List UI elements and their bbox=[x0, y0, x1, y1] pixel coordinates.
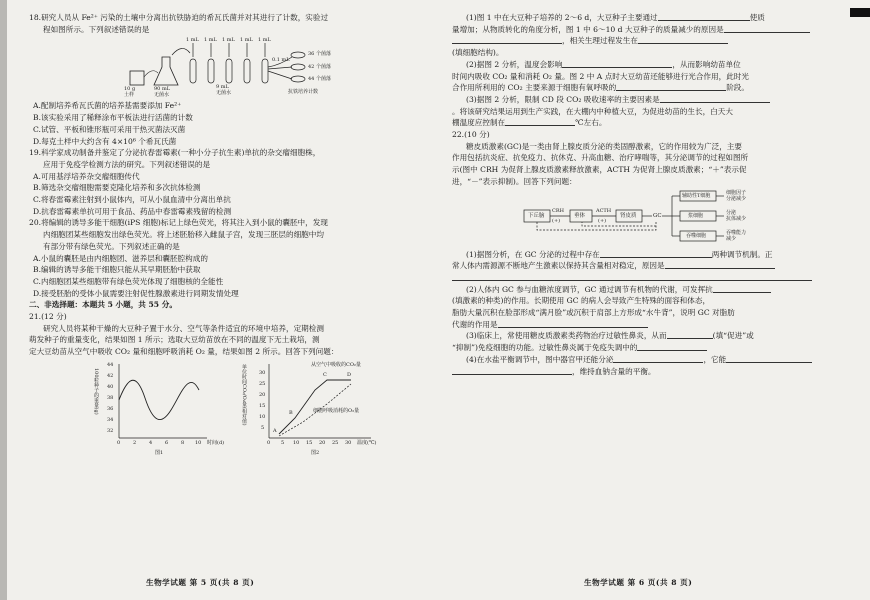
crh-label: CRH bbox=[552, 207, 564, 214]
q21-part1-line4: (填细胞结构)。 bbox=[452, 48, 504, 58]
fig1-xtick: 0 bbox=[117, 439, 121, 446]
q21-stem-3: 定大豆幼苗从空气中吸收 CO₂ 量和细胞呼吸消耗 O₂ 量，结果如图 2 所示。回答下列问题： bbox=[29, 347, 339, 357]
gc-node: GC bbox=[653, 212, 662, 219]
fig1-tick: 38 bbox=[107, 394, 114, 401]
fig1-tick: 34 bbox=[107, 416, 114, 423]
fig1-xtick: 6 bbox=[165, 439, 169, 446]
fig2-xtick: 30 bbox=[345, 439, 352, 446]
q22-header: 22.(10 分) bbox=[452, 130, 490, 140]
q22-stem-1: 糖皮质激素(GC)是一类由肾上腺皮质分泌的类固醇激素，它的作用较为广泛，主要 bbox=[466, 141, 742, 151]
q22-part2-line2: (填激素的种类)的作用。长期使用 GC 的病人会导致产生特殊的面容和体态， bbox=[452, 296, 711, 306]
q20-stem-1: 20.将编辑的诱导多能干细胞(iPS 细胞)标记上绿色荧光，将其注入到小鼠的囊胚中，发现 bbox=[29, 218, 328, 228]
tube-top-label: 1 mL bbox=[222, 37, 235, 44]
fig2-caption: 图2 bbox=[311, 449, 320, 456]
fig2-point-b: B bbox=[289, 409, 293, 416]
q19-option-d: D.抗春雷霉素单抗可用于食品、药品中春雷霉素残留的检测 bbox=[33, 206, 232, 216]
q20-option-b: B.编辑的诱导多能干细胞只能从其早期胚胎中获取 bbox=[33, 265, 201, 275]
corner-registration-mark bbox=[850, 8, 870, 17]
section-title: 二、非选择题：本题共 5 小题，共 55 分。 bbox=[29, 300, 177, 310]
q21-figures bbox=[89, 360, 389, 458]
effect-label: 吞噬能力 减少 bbox=[726, 229, 747, 242]
page-6-footer: 生物学试题 第 6 页(共 8 页) bbox=[584, 578, 693, 587]
q22-part1-line1: (1)据图分析，在 GC 分泌的过程中存在 两种调节机制。正 bbox=[466, 249, 773, 259]
acth-plus: (+) bbox=[598, 217, 607, 224]
q18-option-b: B.该实验采用了稀释涂布平板法进行活菌的计数 bbox=[33, 113, 193, 123]
soil-sample-label: 10 g 土样 bbox=[124, 86, 136, 99]
scan-gutter bbox=[0, 0, 7, 600]
q22-part2-line1: (2)人体内 GC 参与血糖浓度调节，GC 通过调节有机物的代谢，可发挥抗 bbox=[452, 284, 852, 296]
fig2-xtick: 25 bbox=[332, 439, 339, 446]
fig1-tick: 32 bbox=[107, 427, 114, 434]
fig1-ylabel: 100粒种子的重量(g) bbox=[93, 367, 99, 415]
q21-part2-line2: 时间内吸收 CO₂ 量和消耗 O₂ 量。图 2 中 A 点时大豆幼苗还能够进行光合作用，此时光 bbox=[452, 71, 749, 81]
q19-stem-2: 应用于免疫学检测方法的研究。下列叙述错误的是 bbox=[43, 159, 211, 169]
q18-stem-1: 18.研究人员从 Fe²⁺ 污染的土壤中分离出抗铁胁迫的希瓦氏菌并对其进行了计数，实验过 bbox=[29, 13, 329, 22]
fig2-tick: 10 bbox=[259, 413, 266, 420]
fig1-xunit: 时间(d) bbox=[207, 439, 225, 446]
crh-plus: (+) bbox=[552, 217, 561, 224]
helper-t-cell-box: 辅助性T细胞 bbox=[682, 192, 711, 199]
fig1-tick: 42 bbox=[107, 372, 114, 379]
fig2-xtick: 10 bbox=[293, 439, 300, 446]
fig2-point-d: D bbox=[347, 371, 352, 378]
colony-count: 42 个菌落 bbox=[308, 64, 331, 71]
fig1-tick: 36 bbox=[107, 405, 114, 412]
q22-part1-line2: 常人体内需源源不断地产生激素以保持其含量相对稳定，原因是 bbox=[452, 260, 852, 272]
q18-figure bbox=[124, 37, 364, 97]
page-5 bbox=[29, 12, 429, 461]
fig2-xtick: 15 bbox=[306, 439, 313, 446]
q20-option-d: D.接受胚胎的受体小鼠需要注射促性腺激素进行同期发情处理 bbox=[33, 288, 239, 298]
fig2-point-a: A bbox=[273, 427, 277, 434]
adrenal-box: 肾皮质 bbox=[620, 212, 637, 219]
fig2-ylabel: 单位时间CO₂/O₂量(相对值) bbox=[241, 363, 247, 426]
q21-part1-line1: (1)图 1 中在大豆种子培养的 2～6 d，大豆种子主要通过 使质 bbox=[466, 13, 765, 22]
fig1-caption: 图1 bbox=[155, 449, 164, 456]
fig2-point-c: C bbox=[323, 371, 327, 378]
q21-part2-line3: 合作用所利用的 CO₂ 主要来源于细胞有氧呼吸的 阶段。 bbox=[452, 83, 749, 93]
q21-part3-line3: 棚温度应控制在 ℃左右。 bbox=[452, 118, 607, 128]
water-label: 90 mL 无菌水 bbox=[154, 86, 171, 99]
fig1-xtick: 8 bbox=[181, 439, 185, 446]
fig1-xtick: 4 bbox=[149, 439, 153, 446]
q22-part4-line2: ，维持血钠含量的平衡。 bbox=[452, 366, 852, 378]
q22-stem-3: 示(图中 CRH 为促肾上腺皮质激素释放激素，ACTH 为促肾上腺皮质激素；“＋”表示促 bbox=[452, 165, 747, 175]
fig2-xtick: 0 bbox=[267, 439, 271, 446]
q18-option-a: A.配制培养希瓦氏菌的培养基需要添加 Fe²⁺ bbox=[33, 101, 182, 111]
fig2-xunit: 温度(℃) bbox=[357, 439, 377, 446]
q21-part2-line1: (2)据图 2 分析，温度会影响 ，从而影响幼苗单位 bbox=[466, 59, 741, 69]
tube-top-label: 1 mL bbox=[240, 37, 253, 44]
q22-part4-line1: (4)在水盐平衡调节中，图中器官甲还能分泌 ，它能 bbox=[452, 354, 852, 366]
page-5-footer: 生物学试题 第 5 页(共 8 页) bbox=[146, 578, 255, 587]
fig1-xtick: 10 bbox=[195, 439, 202, 446]
tube-water-label: 9 mL 无菌水 bbox=[216, 84, 232, 97]
fig1-tick: 40 bbox=[107, 383, 114, 390]
tube-top-label: 1 mL bbox=[186, 37, 199, 44]
q19-stem-1: 19.科学家成功制备并鉴定了分泌抗春雷霉素(一种小分子抗生素)单抗的杂交瘤细胞株， bbox=[29, 148, 321, 158]
q19-option-a: A.可用基浮培养杂交瘤细胞传代 bbox=[33, 171, 140, 181]
tube-top-label: 1 mL bbox=[204, 37, 217, 44]
page-6 bbox=[452, 12, 852, 377]
phagocyte-box: 吞噬细胞 bbox=[686, 232, 707, 239]
q22-stem-4: 进，“－”表示抑制)。回答下列问题： bbox=[452, 176, 577, 186]
q21-part3-line1: (3)据图 2 分析，限制 CD 段 CO₂ 吸收速率的主要因素是 bbox=[452, 94, 852, 106]
fig2-tick: 15 bbox=[259, 402, 266, 409]
q22-part2-line3: 脂肪大量沉积在脸部形成“满月脸”或沉积于肩部上方形成“水牛背”，说明 GC 对脂肪 bbox=[452, 308, 735, 318]
plate-label: 抗铁培养计数 bbox=[288, 89, 319, 96]
q18-option-d: D.每克土样中大约含有 4×10⁶ 个希瓦氏菌 bbox=[33, 136, 177, 146]
fig2-xtick: 5 bbox=[281, 439, 285, 446]
fig2-tick: 20 bbox=[259, 391, 266, 398]
q21-stem-1: 研究人员将某种干燥的大豆种子置于水分、空气等条件适宜的环境中培养，定期检测 bbox=[43, 323, 324, 333]
q18-option-c: C.试管、平板和锥形瓶可采用干热灭菌法灭菌 bbox=[33, 124, 186, 134]
fig2-xtick: 20 bbox=[319, 439, 326, 446]
gc-regulation-diagram bbox=[522, 190, 782, 246]
fig1-tick: 44 bbox=[107, 361, 114, 368]
q21-part1-line2: 量增加；从物质转化的角度分析，图 1 中 6～10 d 大豆种子的质量减少的原因是 bbox=[452, 24, 852, 36]
fig2-tick: 5 bbox=[261, 424, 265, 431]
effect-label: 分泌 抗体减少 bbox=[726, 209, 747, 222]
q18-stem-2: 程如图所示。下列叙述错误的是 bbox=[43, 24, 150, 34]
q22-part1-line3 bbox=[452, 272, 852, 284]
colony-count: 36 个菌落 bbox=[308, 51, 331, 58]
q22-part3-line1: (3)临床上，常使用糖皮质激素类药物治疗过敏性鼻炎，从而 (填“促进”或 bbox=[466, 331, 754, 341]
q21-stem-2: 萌发种子的重量变化，结果如图 1 所示；选取大豆幼苗放在不同的温度下无土栽培，测 bbox=[29, 335, 320, 345]
q19-option-c: C.将春雷霉素注射到小鼠体内，可从小鼠血清中分离出单抗 bbox=[33, 195, 231, 205]
q22-part2-line4: 代谢的作用是 bbox=[452, 319, 852, 331]
colony-count: 44 个菌落 bbox=[308, 76, 331, 83]
q20-option-a: A.小鼠的囊胚是由内细胞团、滋养层和囊胚腔构成的 bbox=[33, 253, 208, 263]
q21-part1-line3: ，相关生理过程发生在 bbox=[452, 35, 852, 47]
q22-stem-2: 作用包括抗炎症、抗免疫力、抗休克、升高血糖、治疗哮喘等，其分泌调节的过程如图所 bbox=[452, 153, 749, 163]
q20-stem-3: 有部分带有绿色荧光。下列叙述正确的是 bbox=[43, 241, 180, 251]
q22-part3-line2: “抑制”)免疫细胞的功能。过敏性鼻炎属于免疫失调中的 bbox=[452, 342, 852, 354]
plasma-cell-box: 浆细胞 bbox=[688, 212, 704, 219]
acth-label: ACTH bbox=[596, 207, 612, 214]
q20-option-c: C.内细胞团某些细胞带有绿色荧光体现了细胞核的全能性 bbox=[33, 276, 224, 286]
tube-top-label: 1 mL bbox=[258, 37, 271, 44]
fig2-tick: 25 bbox=[259, 380, 266, 387]
q20-stem-2: 内细胞团某些细胞发出绿色荧光。将上述胚胎移入雌鼠子宫，发现三胚层的细胞中均 bbox=[43, 230, 324, 240]
q21-part3-line2: 。将该研究结果运用到生产实践，在大棚内中种植大豆，为促进幼苗的生长，白天大 bbox=[452, 106, 733, 116]
q21-header: 21.(12 分) bbox=[29, 312, 67, 322]
pituitary-box: 垂体 bbox=[574, 212, 586, 219]
fig1-xtick: 2 bbox=[133, 439, 137, 446]
fig2-tick: 30 bbox=[259, 369, 266, 376]
pipette-volume-label: 0.1 mL bbox=[272, 57, 290, 64]
effect-label: 细胞因子 分泌减少 bbox=[726, 189, 747, 202]
fig2-line-label-o2: 细胞呼吸消耗的O₂量 bbox=[313, 407, 360, 414]
fig2-line-label-co2: 从空气中吸收的CO₂量 bbox=[311, 361, 361, 368]
hypothalamus-box: 下丘脑 bbox=[528, 212, 545, 219]
q19-option-b: B.筛选杂交瘤细胞需要克隆化培养和多次抗体检测 bbox=[33, 183, 201, 193]
